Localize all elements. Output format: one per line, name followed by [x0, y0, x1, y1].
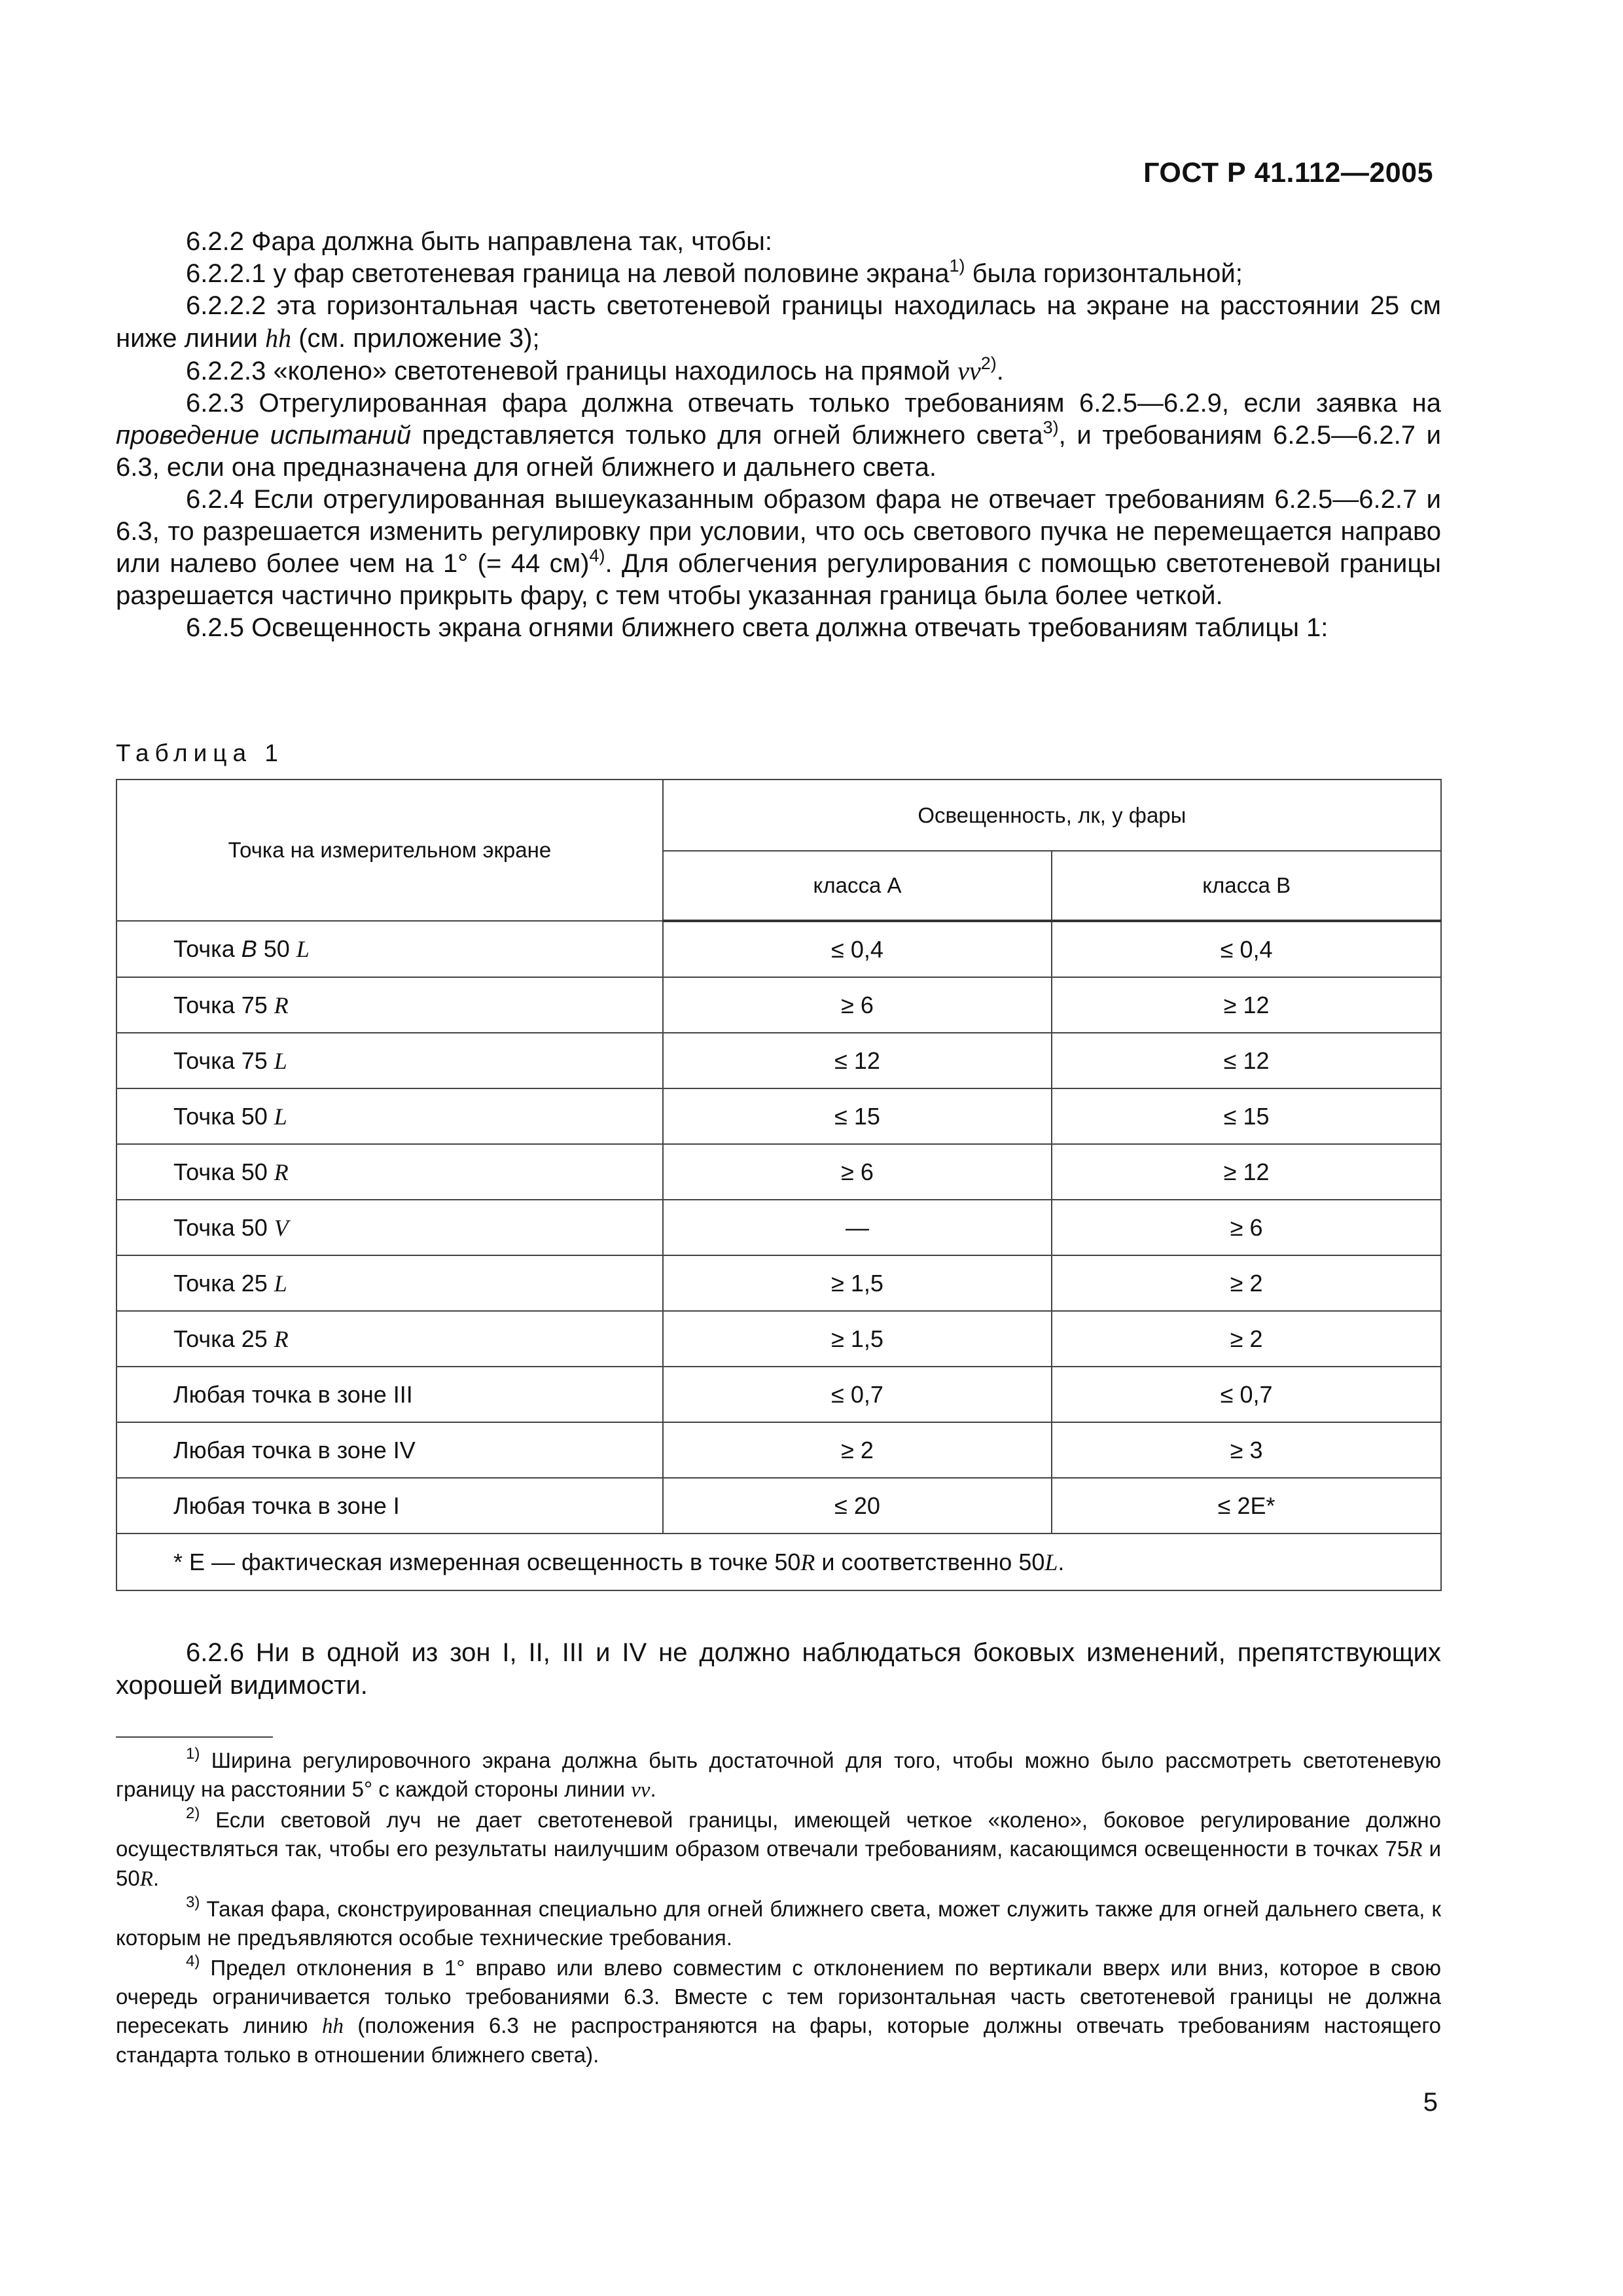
measurement-point — [116, 1478, 663, 1534]
class-b-value: ≤ 0,4 — [1052, 921, 1441, 977]
text-span: Точка 25 — [173, 1325, 274, 1352]
paragraph-6-2-2: 6.2.2 Фара должна быть направлена так, чтобы: — [186, 227, 772, 256]
text-span: Предел отклонения в 1° вправо или влево совместим с отклонением по вертикали вверх или вниз, которое в свою очередь ограничивается только требованиями 6.3. Вместе с тем горизонтальная часть светотеневой границы не должна пересекать линию — [116, 1956, 1441, 2037]
text-span: 50 — [257, 935, 296, 962]
paragraph-6-2-5: 6.2.5 Освещенность экрана огнями ближнего света должна отвечать требованиям таблицы 1: — [186, 613, 1329, 642]
text-span: 6.2.2.3 «колено» светотеневой границы находилось на прямой — [186, 357, 958, 386]
table-header-row — [116, 780, 1441, 851]
table-footnote — [116, 1534, 1441, 1590]
class-b-value: ≥ 3 — [1052, 1422, 1441, 1478]
point-symbol: L — [274, 1270, 287, 1297]
footnote-3 — [116, 1895, 1441, 1952]
footnote-1 — [116, 1746, 1441, 1804]
footnote-ref: 4) — [589, 546, 605, 565]
point-symbol: L — [274, 1047, 287, 1074]
class-b-value: ≤ 12 — [1052, 1033, 1441, 1088]
text-span: 6.2.2.2 эта горизонтальная часть светотеневой границы находилась на экране на расстоянии 25 см ниже линии — [116, 291, 1441, 353]
class-a-value: ≤ 0,7 — [663, 1367, 1052, 1422]
text-span: Точка 25 — [173, 1269, 274, 1297]
measurement-point — [116, 1144, 663, 1200]
text-span: Точка 50 — [173, 1213, 274, 1241]
table-row — [116, 1422, 1441, 1478]
paragraph-6-2-4 — [116, 484, 1441, 612]
class-b-value: ≥ 2 — [1052, 1255, 1441, 1311]
text-span: . Для облегчения регулирования с помощью светотеневой границы разрешается частично прикрыть фару, с тем чтобы указанная граница была более четкой. — [116, 549, 1442, 610]
text-span: 6.2.4 Если отрегулированная вышеуказанным образом фара не отвечает требованиям 6.2.5—6.2.7 и 6.3, то разрешается изменить регулировку при условии, что ось светового пучка не перемещается направо или налево более чем на 1° (= 44 см) — [116, 485, 1441, 578]
text-span: (положения 6.3 не распространяются на фары, которые должны отвечать требованиям настоящего стандарта только в отношении ближнего света). — [116, 2013, 1441, 2067]
measurement-point — [116, 977, 663, 1033]
class-a-value: ≥ 6 — [663, 977, 1052, 1033]
class-a-value: ≤ 15 — [663, 1088, 1052, 1144]
point-symbol: L — [1044, 1549, 1058, 1575]
text-span: Точка 50 — [173, 1158, 274, 1185]
text-span: * E — фактическая измеренная освещенность в точке 50 — [173, 1548, 801, 1575]
page-number: 5 — [1423, 2088, 1438, 2117]
line-symbol: hh — [321, 2015, 344, 2038]
header-class-b: класса B — [1052, 851, 1441, 921]
point-symbol: R — [274, 1325, 289, 1352]
class-a-value: ≤ 12 — [663, 1033, 1052, 1088]
text-span: Любая точка в зоне III — [173, 1380, 413, 1408]
text-span: была горизонтальной; — [965, 259, 1243, 288]
text-span: Точка 75 — [173, 991, 274, 1018]
paragraph-6-2-2-3 — [116, 355, 1441, 387]
table-row — [116, 977, 1441, 1033]
text-span: Точка 50 — [173, 1102, 274, 1130]
measurement-point — [116, 1422, 663, 1478]
table-row — [116, 1311, 1441, 1367]
class-a-value: — — [663, 1200, 1052, 1255]
text-span: . — [996, 357, 1004, 386]
class-b-value: ≥ 12 — [1052, 1144, 1441, 1200]
illumination-table — [116, 779, 1442, 1591]
text-span: 6.2.2.1 у фар светотеневая граница на левой половине экрана — [186, 259, 950, 288]
table-row — [116, 1478, 1441, 1534]
text-span: . — [1058, 1548, 1065, 1575]
measurement-point — [116, 1200, 663, 1255]
text-span: представляется только для огней ближнего света — [411, 421, 1043, 450]
table-title: Таблица 1 — [116, 740, 284, 766]
measurement-point — [116, 1311, 663, 1367]
class-a-value: ≥ 2 — [663, 1422, 1052, 1478]
footnote-2 — [116, 1806, 1441, 1893]
footnote-ref: 3) — [1043, 418, 1059, 437]
class-a-value: ≤ 0,4 — [663, 921, 1052, 977]
footnote-mark: 4) — [186, 1952, 200, 1970]
text-span: Любая точка в зоне I — [173, 1492, 400, 1519]
text-span: (см. приложение 3); — [291, 324, 540, 353]
point-symbol: L — [274, 1103, 287, 1130]
class-a-value: ≥ 1,5 — [663, 1311, 1052, 1367]
class-b-value: ≤ 0,7 — [1052, 1367, 1441, 1422]
footnote-ref: 2) — [980, 353, 997, 373]
text-span: и соответственно 50 — [815, 1548, 1045, 1575]
text-span: , и требованиям 6.2.5—6.2.7 и 6.3, если она предназначена для огней ближнего и дальнего света. — [116, 421, 1442, 482]
footnote-mark: 2) — [186, 1804, 200, 1822]
class-b-value: ≤ 2E* — [1052, 1478, 1441, 1534]
table-row — [116, 1088, 1441, 1144]
text-span: Ширина регулировочного экрана должна быть достаточной для того, чтобы можно было рассмотреть светотеневую границу на расстоянии 5° с каждой стороны линии — [116, 1748, 1441, 1801]
footnote-ref: 1) — [949, 256, 965, 276]
after-table-text — [116, 1636, 1441, 1702]
measurement-point — [116, 1088, 663, 1144]
class-b-value: ≥ 2 — [1052, 1311, 1441, 1367]
class-a-value: ≥ 6 — [663, 1144, 1052, 1200]
point-symbol: R — [800, 1549, 815, 1575]
point-symbol: V — [274, 1214, 289, 1241]
point-symbol: R — [274, 1158, 289, 1185]
measurement-point — [116, 921, 663, 977]
table-body — [116, 921, 1441, 1534]
footnotes — [116, 1746, 1441, 2071]
point-symbol: R — [1409, 1838, 1423, 1861]
point-symbol: R — [274, 992, 289, 1018]
table-row — [116, 1200, 1441, 1255]
footnote-4 — [116, 1954, 1441, 2070]
line-symbol: vv — [957, 356, 981, 386]
line-symbol: hh — [265, 323, 292, 353]
header-illumination: Освещенность, лк, у фары — [663, 780, 1441, 851]
line-symbol: vv — [631, 1778, 651, 1802]
table-row — [116, 1255, 1441, 1311]
footnote-divider — [116, 1736, 273, 1738]
footnote-mark: 1) — [186, 1745, 200, 1763]
text-span: Точка 75 — [173, 1047, 274, 1074]
italic-text: проведение испытаний — [116, 421, 412, 450]
table-row — [116, 1144, 1441, 1200]
table-row — [116, 1033, 1441, 1088]
paragraph-6-2-2-1 — [116, 258, 1441, 290]
class-a-value: ≤ 20 — [663, 1478, 1052, 1534]
class-a-value: ≥ 1,5 — [663, 1255, 1052, 1311]
footnote-mark: 3) — [186, 1893, 200, 1911]
point-symbol: L — [296, 936, 310, 962]
header-class-a: класса A — [663, 851, 1052, 921]
table-row — [116, 1367, 1441, 1422]
text-span: . — [152, 1866, 160, 1890]
point-symbol: B — [241, 935, 257, 962]
text-span: 6.2.3 Отрегулированная фара должна отвечать только требованиям 6.2.5—6.2.9, если заявка на — [186, 389, 1441, 418]
header-point: Точка на измерительном экране — [116, 780, 663, 921]
class-b-value: ≥ 6 — [1052, 1200, 1441, 1255]
table-footnote-row — [116, 1534, 1441, 1590]
main-text — [116, 226, 1441, 644]
table-row — [116, 921, 1441, 977]
text-span: Любая точка в зоне IV — [173, 1436, 416, 1463]
point-symbol: R — [139, 1867, 153, 1891]
text-span: и 50 — [116, 1837, 1441, 1890]
measurement-point — [116, 1033, 663, 1088]
class-b-value: ≥ 12 — [1052, 977, 1441, 1033]
class-b-value: ≤ 15 — [1052, 1088, 1441, 1144]
measurement-point — [116, 1255, 663, 1311]
text-span: Такая фара, сконструированная специально для огней ближнего света, может служить также для огней дальнего света, к которым не предъявляются особые технические требования. — [116, 1897, 1441, 1950]
text-span: Если световой луч не дает светотеневой границы, имеющей четкое «колено», боковое регулирование должно осуществляться так, чтобы его результаты наилучшим образом отвечали требованиям, касающимся освещенности в точках 75 — [116, 1808, 1441, 1861]
text-span: Точка — [173, 935, 241, 962]
paragraph-6-2-6: 6.2.6 Ни в одной из зон I, II, III и IV не должно наблюдаться боковых изменений, препятствующих хорошей видимости. — [116, 1638, 1441, 1700]
measurement-point — [116, 1367, 663, 1422]
text-span: . — [650, 1777, 656, 1801]
paragraph-6-2-2-2 — [116, 290, 1441, 355]
document-code: ГОСТ Р 41.112—2005 — [1143, 157, 1433, 188]
paragraph-6-2-3 — [116, 387, 1441, 484]
